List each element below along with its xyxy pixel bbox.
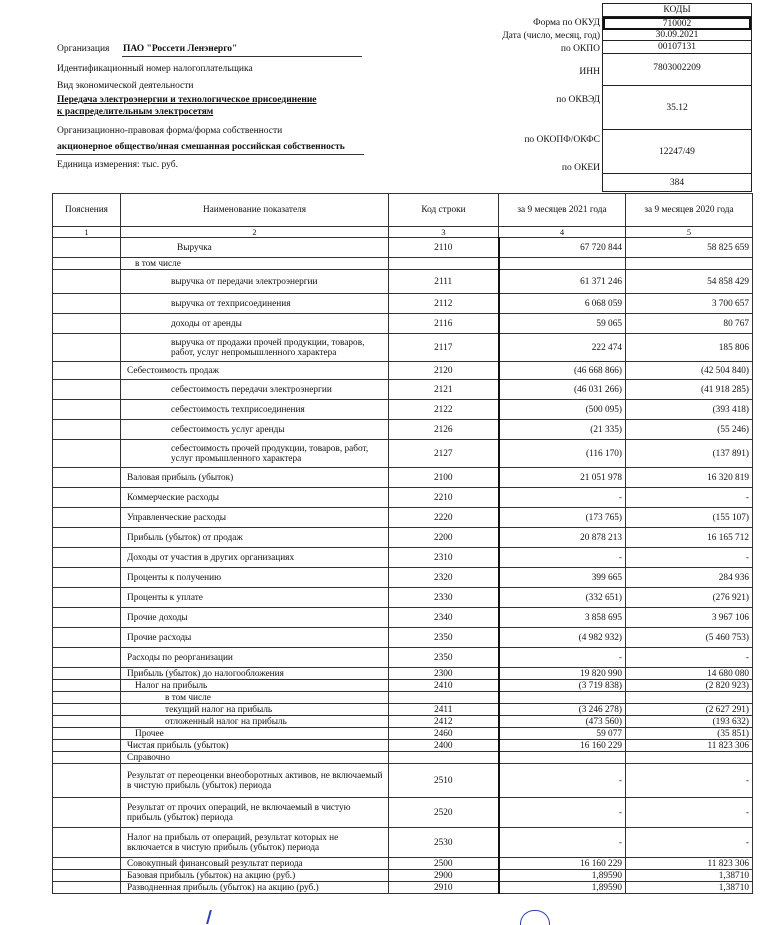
row-value-2020: (193 632)	[626, 716, 753, 728]
row-code: 2300	[389, 668, 499, 680]
row-value-2020: 185 806	[626, 334, 753, 362]
notes-cell	[53, 692, 121, 704]
col-number: 2	[121, 227, 389, 238]
row-code: 2500	[389, 858, 499, 870]
row-value-2020: (155 107)	[626, 508, 753, 528]
table-row	[53, 400, 753, 420]
row-value-2021: 6 068 059	[499, 294, 626, 314]
row-name: Базовая прибыль (убыток) на акцию (руб.)	[121, 870, 389, 882]
row-code: 2340	[389, 608, 499, 628]
row-value-2020	[626, 258, 753, 270]
row-code: 2120	[389, 362, 499, 380]
row-name: в том числе	[121, 258, 389, 270]
notes-cell	[53, 764, 121, 798]
row-value-2020: (41 918 285)	[626, 380, 753, 400]
table-row	[53, 588, 753, 608]
row-value-2021: 16 160 229	[499, 740, 626, 752]
row-value-2021: -	[499, 798, 626, 828]
col-number: 1	[53, 227, 121, 238]
okopf-label: по ОКОПФ/ОКФС	[524, 135, 600, 145]
row-value-2021: (332 651)	[499, 588, 626, 608]
okved-value: 35.12	[603, 86, 751, 130]
row-code	[389, 692, 499, 704]
notes-cell	[53, 420, 121, 440]
row-name: выручка от техприсоединения	[121, 294, 389, 314]
notes-cell	[53, 488, 121, 508]
row-name: Коммерческие расходы	[121, 488, 389, 508]
unit-label: Единица измерения: тыс. руб.	[57, 160, 178, 170]
row-code: 2116	[389, 314, 499, 334]
notes-cell	[53, 468, 121, 488]
row-value-2020: 11 823 306	[626, 858, 753, 870]
notes-cell	[53, 728, 121, 740]
legal-form-underline	[56, 154, 364, 155]
row-name: себестоимость услуг аренды	[121, 420, 389, 440]
col-notes-header: Пояснения	[53, 194, 121, 227]
notes-cell	[53, 648, 121, 668]
stamp-mark	[520, 910, 550, 925]
notes-cell	[53, 258, 121, 270]
row-name: Прибыль (убыток) от продаж	[121, 528, 389, 548]
row-name: себестоимость прочей продукции, товаров, работ, услуг промышленного характера	[121, 440, 389, 468]
row-value-2021: (116 170)	[499, 440, 626, 468]
table-row	[53, 752, 753, 764]
row-code: 2350	[389, 648, 499, 668]
notes-cell	[53, 568, 121, 588]
row-code: 2900	[389, 870, 499, 882]
row-code: 2412	[389, 716, 499, 728]
row-code: 2460	[389, 728, 499, 740]
row-value-2020: 1,38710	[626, 870, 753, 882]
row-value-2020: 3 967 106	[626, 608, 753, 628]
table-row	[53, 828, 753, 858]
row-code	[389, 752, 499, 764]
row-name: Выручка	[121, 238, 389, 258]
row-name: Валовая прибыль (убыток)	[121, 468, 389, 488]
row-value-2021: 59 065	[499, 314, 626, 334]
row-value-2020: (5 460 753)	[626, 628, 753, 648]
row-code: 2520	[389, 798, 499, 828]
col-code-header: Код строки	[389, 194, 499, 227]
row-code: 2110	[389, 238, 499, 258]
col-number: 3	[389, 227, 499, 238]
table-row	[53, 648, 753, 668]
row-value-2020: -	[626, 798, 753, 828]
row-value-2021	[499, 752, 626, 764]
row-value-2021: (46 031 266)	[499, 380, 626, 400]
row-code: 2350	[389, 628, 499, 648]
table-row	[53, 238, 753, 258]
notes-cell	[53, 752, 121, 764]
notes-cell	[53, 314, 121, 334]
inn-value: 7803002209	[603, 54, 751, 86]
row-value-2021: -	[499, 828, 626, 858]
table-row	[53, 568, 753, 588]
row-value-2020: (55 246)	[626, 420, 753, 440]
column-numbers-row	[53, 227, 753, 238]
row-code: 2127	[389, 440, 499, 468]
row-value-2020: 284 936	[626, 568, 753, 588]
row-value-2020: -	[626, 648, 753, 668]
row-name: выручка от передачи электроэнергии	[121, 270, 389, 294]
col-2021-header: за 9 месяцев 2021 года	[499, 194, 626, 227]
row-value-2020: (2 820 923)	[626, 680, 753, 692]
table-row	[53, 468, 753, 488]
table-row	[53, 704, 753, 716]
row-value-2021: (4 982 932)	[499, 628, 626, 648]
row-code: 2330	[389, 588, 499, 608]
notes-cell	[53, 238, 121, 258]
row-value-2020: (42 504 840)	[626, 362, 753, 380]
row-value-2020: 3 700 657	[626, 294, 753, 314]
row-value-2020: -	[626, 488, 753, 508]
notes-cell	[53, 400, 121, 420]
row-value-2021: 61 371 246	[499, 270, 626, 294]
legal-form-value: акционерное общество/иная смешанная российская собственность	[57, 142, 345, 152]
notes-cell	[53, 528, 121, 548]
notes-cell	[53, 608, 121, 628]
row-value-2020: -	[626, 548, 753, 568]
notes-cell	[53, 588, 121, 608]
row-name: Результат от переоценки внеоборотных активов, не включаемый в чистую прибыль (убыток) периода	[121, 764, 389, 798]
row-code: 2112	[389, 294, 499, 314]
notes-cell	[53, 668, 121, 680]
notes-cell	[53, 828, 121, 858]
row-value-2020: 16 320 819	[626, 468, 753, 488]
notes-cell	[53, 380, 121, 400]
row-value-2021: (500 095)	[499, 400, 626, 420]
table-row	[53, 258, 753, 270]
row-value-2021: -	[499, 548, 626, 568]
date-label: Дата (число, месяц, год)	[502, 31, 600, 41]
row-value-2020	[626, 752, 753, 764]
row-value-2021: 1,89590	[499, 870, 626, 882]
okopf-value: 12247/49	[603, 130, 751, 174]
row-value-2021: (473 560)	[499, 716, 626, 728]
table-row	[53, 270, 753, 294]
row-code: 2510	[389, 764, 499, 798]
row-name: Прочее	[121, 728, 389, 740]
financial-results-table	[52, 193, 753, 894]
row-code: 2210	[389, 488, 499, 508]
row-name: выручка от продажи прочей продукции, товаров, работ, услуг непромышленного характера	[121, 334, 389, 362]
table-row	[53, 314, 753, 334]
notes-cell	[53, 294, 121, 314]
table-row	[53, 858, 753, 870]
table-row	[53, 380, 753, 400]
notes-cell	[53, 740, 121, 752]
row-name: Себестоимость продаж	[121, 362, 389, 380]
row-name: себестоимость передачи электроэнергии	[121, 380, 389, 400]
table-row	[53, 334, 753, 362]
row-name: Управленческие расходы	[121, 508, 389, 528]
row-value-2021: 59 077	[499, 728, 626, 740]
activity-value-1: Передача электроэнергии и технологическое присоединение	[57, 95, 317, 105]
notes-cell	[53, 628, 121, 648]
row-code: 2220	[389, 508, 499, 528]
notes-cell	[53, 508, 121, 528]
table-row	[53, 882, 753, 894]
row-value-2020: (35 851)	[626, 728, 753, 740]
row-name: Справочно	[121, 752, 389, 764]
notes-cell	[53, 548, 121, 568]
okved-label: по ОКВЭД	[556, 95, 600, 105]
org-underline	[122, 56, 362, 57]
table-row	[53, 798, 753, 828]
codes-title: КОДЫ	[603, 4, 751, 17]
row-name: текущий налог на прибыль	[121, 704, 389, 716]
table-row	[53, 764, 753, 798]
row-name: доходы от аренды	[121, 314, 389, 334]
row-value-2020: (276 921)	[626, 588, 753, 608]
row-name: Проценты к получению	[121, 568, 389, 588]
col-number: 5	[626, 227, 753, 238]
org-label: Организация	[57, 44, 110, 54]
notes-cell	[53, 270, 121, 294]
row-name: Результат от прочих операций, не включаемый в чистую прибыль (убыток) периода	[121, 798, 389, 828]
row-code: 2121	[389, 380, 499, 400]
notes-cell	[53, 716, 121, 728]
row-name: отложенный налог на прибыль	[121, 716, 389, 728]
row-value-2021: 19 820 990	[499, 668, 626, 680]
row-code: 2310	[389, 548, 499, 568]
activity-label: Вид экономической деятельности	[57, 81, 194, 91]
row-code: 2122	[389, 400, 499, 420]
table-row	[53, 508, 753, 528]
notes-cell	[53, 440, 121, 468]
row-name: Проценты к уплате	[121, 588, 389, 608]
row-value-2020: 54 858 429	[626, 270, 753, 294]
row-value-2020: -	[626, 828, 753, 858]
col-2020-header: за 9 месяцев 2020 года	[626, 194, 753, 227]
okei-value: 384	[603, 174, 751, 192]
col-number: 4	[499, 227, 626, 238]
row-value-2021	[499, 258, 626, 270]
table-row	[53, 548, 753, 568]
codes-box	[602, 3, 752, 192]
table-row	[53, 692, 753, 704]
row-value-2021: -	[499, 648, 626, 668]
inn-label: Идентификационный номер налогоплательщика	[57, 64, 253, 74]
row-code: 2200	[389, 528, 499, 548]
table-row	[53, 728, 753, 740]
table-row	[53, 488, 753, 508]
okpo-value: 00107131	[603, 41, 751, 54]
row-value-2020: -	[626, 764, 753, 798]
row-value-2020: 58 825 659	[626, 238, 753, 258]
notes-cell	[53, 858, 121, 870]
signature-mark	[206, 910, 218, 924]
row-value-2020: 14 680 080	[626, 668, 753, 680]
row-value-2021: 16 160 229	[499, 858, 626, 870]
row-code	[389, 258, 499, 270]
row-name: Расходы по реорганизации	[121, 648, 389, 668]
row-name: Доходы от участия в других организациях	[121, 548, 389, 568]
row-value-2021: (3 719 838)	[499, 680, 626, 692]
row-value-2021: (46 668 866)	[499, 362, 626, 380]
row-name: Разводненная прибыль (убыток) на акцию (руб.)	[121, 882, 389, 894]
okud-value: 710002	[603, 17, 751, 30]
row-value-2021: (21 335)	[499, 420, 626, 440]
row-value-2021	[499, 692, 626, 704]
row-value-2020: 1,38710	[626, 882, 753, 894]
row-value-2020: (393 418)	[626, 400, 753, 420]
row-code: 2117	[389, 334, 499, 362]
notes-cell	[53, 882, 121, 894]
notes-cell	[53, 798, 121, 828]
notes-cell	[53, 362, 121, 380]
row-value-2021: 399 665	[499, 568, 626, 588]
row-value-2020: 16 165 712	[626, 528, 753, 548]
row-value-2020: (2 627 291)	[626, 704, 753, 716]
okpo-label: по ОКПО	[560, 44, 600, 54]
table-row	[53, 294, 753, 314]
row-code: 2411	[389, 704, 499, 716]
row-value-2021: 20 878 213	[499, 528, 626, 548]
row-value-2021: (173 765)	[499, 508, 626, 528]
row-value-2020: 11 823 306	[626, 740, 753, 752]
row-code: 2400	[389, 740, 499, 752]
row-value-2021: 3 858 695	[499, 608, 626, 628]
date-value: 30.09.2021	[603, 30, 751, 41]
table-row	[53, 740, 753, 752]
row-value-2020: 80 767	[626, 314, 753, 334]
table-row	[53, 528, 753, 548]
row-name: Совокупный финансовый результат периода	[121, 858, 389, 870]
row-name: Прочие доходы	[121, 608, 389, 628]
table-row	[53, 680, 753, 692]
table-row	[53, 668, 753, 680]
row-value-2021: 67 720 844	[499, 238, 626, 258]
row-name: Чистая прибыль (убыток)	[121, 740, 389, 752]
notes-cell	[53, 704, 121, 716]
row-value-2021: -	[499, 488, 626, 508]
row-value-2021: 1,89590	[499, 882, 626, 894]
legal-form-label: Организационно-правовая форма/форма собственности	[57, 126, 283, 136]
table-row	[53, 628, 753, 648]
row-name: Налог на прибыль от операций, результат которых не включается в чистую прибыль (убыток) периода	[121, 828, 389, 858]
row-name: Прибыль (убыток) до налогообложения	[121, 668, 389, 680]
notes-cell	[53, 334, 121, 362]
col-name-header: Наименование показателя	[121, 194, 389, 227]
row-name: Прочие расходы	[121, 628, 389, 648]
row-value-2021: (3 246 278)	[499, 704, 626, 716]
table-header-row	[53, 194, 753, 227]
table-row	[53, 440, 753, 468]
org-value: ПАО "Россети Ленэнерго"	[123, 44, 238, 54]
table-row	[53, 362, 753, 380]
row-value-2021: 21 051 978	[499, 468, 626, 488]
table-row	[53, 716, 753, 728]
okud-label: Форма по ОКУД	[533, 18, 600, 28]
row-value-2021: 222 474	[499, 334, 626, 362]
inn-code-label: ИНН	[579, 67, 600, 77]
row-code: 2910	[389, 882, 499, 894]
row-code: 2111	[389, 270, 499, 294]
row-name: в том числе	[121, 692, 389, 704]
table-row	[53, 870, 753, 882]
activity-value-2: к распределительным электросетям	[57, 107, 214, 117]
row-code: 2126	[389, 420, 499, 440]
okei-label: по ОКЕИ	[561, 163, 600, 173]
row-value-2020	[626, 692, 753, 704]
row-code: 2530	[389, 828, 499, 858]
row-name: Налог на прибыль	[121, 680, 389, 692]
table-row	[53, 420, 753, 440]
row-name: себестоимость техприсоединения	[121, 400, 389, 420]
row-code: 2320	[389, 568, 499, 588]
notes-cell	[53, 680, 121, 692]
row-value-2021: -	[499, 764, 626, 798]
row-code: 2410	[389, 680, 499, 692]
notes-cell	[53, 870, 121, 882]
table-row	[53, 608, 753, 628]
row-value-2020: (137 891)	[626, 440, 753, 468]
row-code: 2100	[389, 468, 499, 488]
